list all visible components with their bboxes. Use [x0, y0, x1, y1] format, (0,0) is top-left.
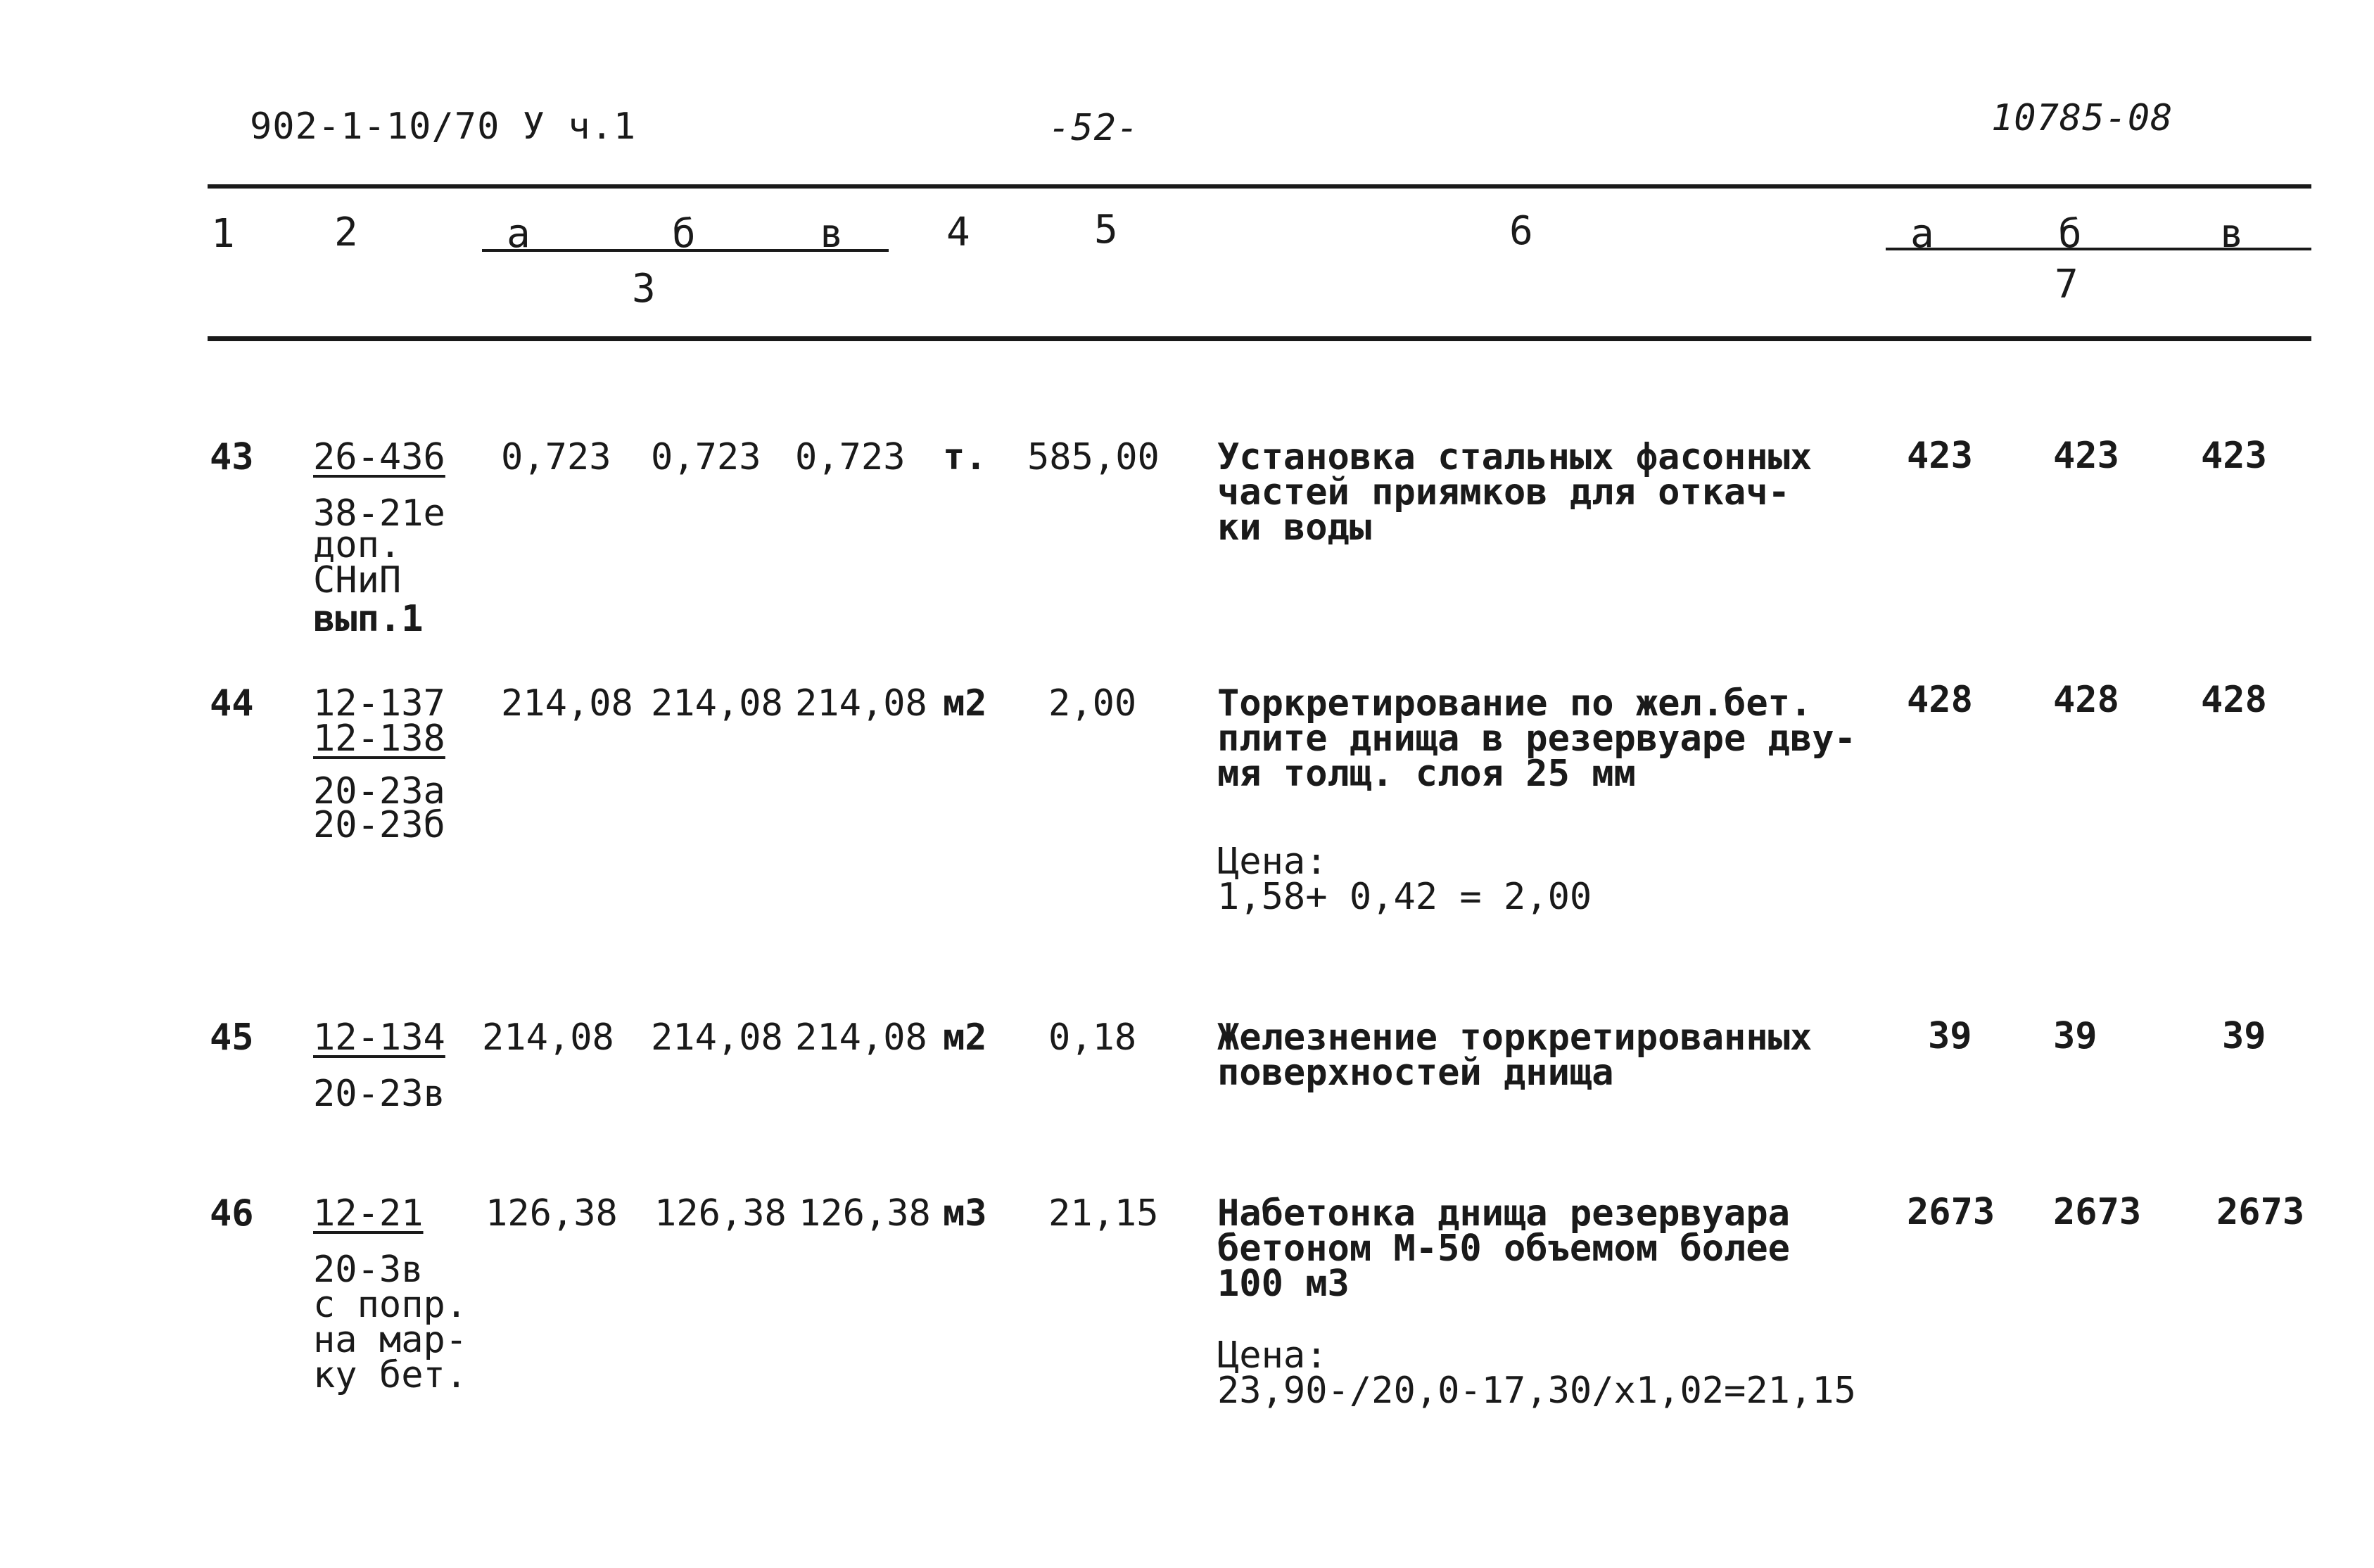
total-a: 423	[1907, 435, 1973, 477]
total-b: 423	[2053, 435, 2119, 477]
unit-price: 0,18	[1048, 1016, 1137, 1059]
unit: м3	[943, 1192, 987, 1235]
work-description-line: плите днища в резервуаре дву-	[1217, 718, 1856, 760]
total-a: 428	[1907, 679, 1973, 721]
total-b: 39	[2053, 1015, 2097, 1057]
price-note-line: 23,90-/20,0-17,30/х1,02=21,15	[1217, 1370, 1856, 1412]
quantity-a: 126,38	[485, 1192, 618, 1235]
col-6-label: 6	[1509, 208, 1533, 254]
norm-ref-line: на мар-	[313, 1319, 468, 1361]
work-description-line: Железнение торкретированных	[1217, 1016, 1813, 1059]
quantity-v: 214,08	[795, 682, 927, 725]
work-description-line: мя толщ. слоя 25 мм	[1217, 753, 1636, 795]
col-3b-label: б	[672, 211, 696, 257]
norm-ref-line: 20-23в	[313, 1073, 445, 1115]
norm-ref-line: доп.	[313, 524, 402, 566]
quantity-v: 0,723	[795, 436, 906, 478]
price-note-line: Цена:	[1217, 1334, 1328, 1377]
col-5-label: 5	[1094, 207, 1118, 253]
col-2-label: 2	[334, 210, 358, 255]
row-number: 45	[210, 1016, 254, 1059]
unit: м2	[943, 682, 987, 725]
total-v: 428	[2201, 679, 2267, 721]
row-number: 43	[210, 436, 254, 478]
total-b: 428	[2053, 679, 2119, 721]
quantity-a: 0,723	[501, 436, 611, 478]
norm-ref-line: вып.1	[313, 598, 424, 640]
norm-code: 12-134	[313, 1016, 445, 1059]
norm-code: 26-436	[313, 436, 445, 478]
archive-number: 10785-08	[1991, 97, 2173, 139]
norm-code: 12-138	[313, 718, 445, 760]
total-v: 2673	[2216, 1191, 2305, 1233]
group-7-rule	[1886, 248, 2311, 250]
page-number: -52-	[1048, 107, 1140, 149]
norm-ref-line: 20-3в	[313, 1249, 424, 1291]
work-description-line: Установка стальных фасонных	[1217, 436, 1813, 478]
norm-ref-line: 20-23б	[313, 804, 445, 846]
norm-ref-line: с попр.	[313, 1284, 468, 1326]
total-a: 2673	[1907, 1191, 1995, 1233]
col-3a-label: а	[507, 211, 531, 257]
norm-ref-line: СНиП	[313, 559, 402, 601]
col-7a-label: а	[1910, 211, 1934, 257]
col-7-group-label: 7	[2055, 262, 2078, 307]
work-description-line: Набетонка днища резервуара	[1217, 1192, 1790, 1235]
total-a: 39	[1928, 1015, 1972, 1057]
work-description-line: бетоном М-50 объемом более	[1217, 1228, 1790, 1270]
work-description-line: поверхностей днища	[1217, 1052, 1614, 1094]
quantity-b: 214,08	[651, 682, 783, 725]
quantity-a: 214,08	[482, 1016, 614, 1059]
col-3-group-label: 3	[632, 266, 656, 312]
header-top-rule	[208, 184, 2311, 189]
unit: т.	[943, 436, 987, 478]
col-4-label: 4	[946, 210, 970, 255]
total-b: 2673	[2053, 1191, 2142, 1233]
col-7v-label: в	[2220, 211, 2244, 257]
total-v: 423	[2201, 435, 2267, 477]
header-bottom-rule	[208, 336, 2311, 341]
unit-price: 585,00	[1027, 436, 1160, 478]
price-note-line: 1,58+ 0,42 = 2,00	[1217, 876, 1592, 918]
unit: м2	[943, 1016, 987, 1059]
norm-code: 12-137	[313, 682, 445, 725]
quantity-a: 214,08	[501, 682, 633, 725]
unit-price: 2,00	[1048, 682, 1137, 725]
row-number: 44	[210, 682, 254, 725]
quantity-b: 126,38	[654, 1192, 787, 1235]
quantity-b: 0,723	[651, 436, 761, 478]
quantity-b: 214,08	[651, 1016, 783, 1059]
total-v: 39	[2222, 1015, 2266, 1057]
work-description-line: Торкретирование по жел.бет.	[1217, 682, 1813, 725]
norm-ref-line: 38-21е	[313, 492, 445, 535]
unit-price: 21,15	[1048, 1192, 1159, 1235]
document-code: 902-1-10/70 У ч.1	[250, 106, 637, 148]
quantity-v: 214,08	[795, 1016, 927, 1059]
work-description-line: 100 м3	[1217, 1263, 1350, 1305]
work-description-line: частей приямков для откач-	[1217, 471, 1790, 514]
price-note-line: Цена:	[1217, 841, 1328, 883]
col-3v-label: в	[820, 211, 844, 257]
norm-ref-line: ку бет.	[313, 1354, 468, 1396]
work-description-line: ки воды	[1217, 506, 1372, 549]
norm-ref-line: 20-23а	[313, 770, 445, 812]
col-7b-label: б	[2058, 211, 2082, 257]
quantity-v: 126,38	[799, 1192, 931, 1235]
norm-code: 12-21	[313, 1192, 424, 1235]
row-number: 46	[210, 1192, 254, 1235]
col-1-label: 1	[211, 211, 235, 257]
